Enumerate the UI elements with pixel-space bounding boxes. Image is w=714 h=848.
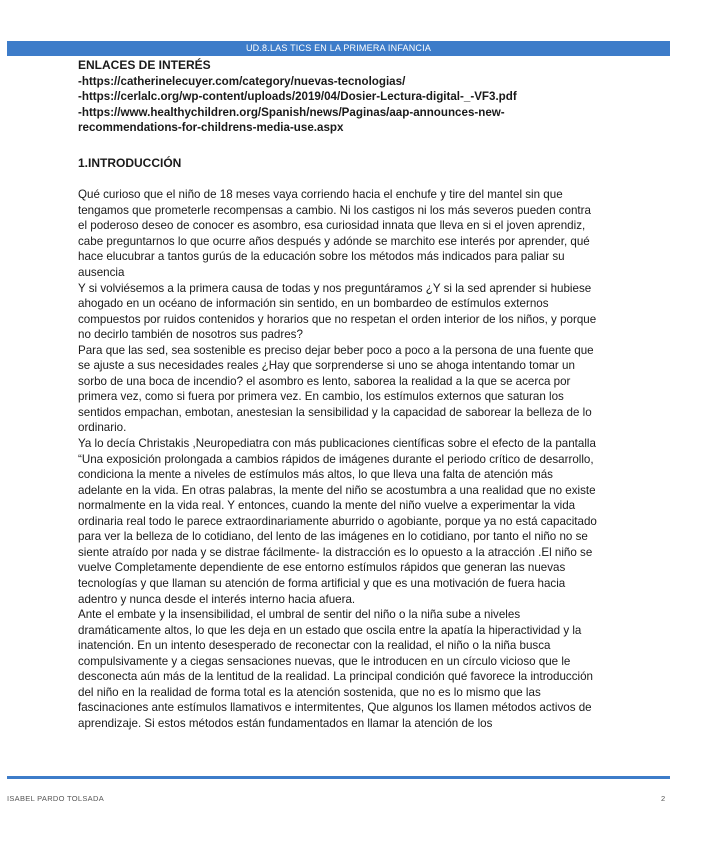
paragraph: Ante el embate y la insensibilidad, el umbral de sentir del niño o la niña sube a niveles dramáticamente altos, lo que les deja en un estado que oscila entre la apatía la hiperactividad y la inatención. En un intento desesperado de reconectar con la realidad, el niño o la niña busca compulsivamente y a ciegas sensaciones nuevas, que le introducen en un círculo vicioso que le desconecta aún más de la lentitud de la realidad. La principal condición qué favorece la introducción del niño en la realidad de forma total es la atención sostenida, que no es lo mismo que las fascinaciones ante estímulos llamativos e intermitentes, Que algunos los llamen métodos activos de aprendizaje. Si estos métodos están fundamentados en llamar la atención de los xyxy=(78,608,593,730)
links-section-title: ENLACES DE INTERÉS xyxy=(78,58,211,72)
link-item[interactable]: -https://www.healthychildren.org/Spanish/news/Paginas/aap-announces-new-recommendations-for-childrens-media-use.aspx xyxy=(78,105,505,135)
page-number: 2 xyxy=(661,794,666,803)
intro-body xyxy=(78,187,598,731)
links-section xyxy=(78,58,598,136)
header-band xyxy=(7,41,670,56)
header-title: UD.8.LAS TICS EN LA PRIMERA INFANCIA xyxy=(245,43,432,53)
paragraph: Ya lo decía Christakis ,Neuropediatra con más publicaciones científicas sobre el efecto de la pantalla “Una exposición prolongada a cambios rápidos de imágenes durante el periodo crítico de desarrollo, condiciona la mente a niveles de estímulos más altos, lo que lleva una falta de atención más adelante en la vida. En otras palabras, la mente del niño se acostumbra a una realidad que no existe normalmente en la vida real. Y entonces, cuando la mente del niño vuelve a experimentar la vida ordinaria real todo le parece extraordinariamente aburrido o agobiante, porque ya no está capacitado para ver la belleza de lo cotidiano, del lento de las imágenes en lo cotidiano, por tanto el niño no se siente atraído por nada y se distrae fácilmente- la distracción es lo opuesto a la atracción .El niño se vuelve Completamente dependiente de ese entorno estímulos rápidos que generan las nuevas tecnologías y que llaman su atención de forma artificial y que es una motivación de fuera hacia adentro y nunca desde el interés interno hacia afuera. xyxy=(78,437,597,606)
document-body xyxy=(78,58,598,731)
section-title-introduction: 1.INTRODUCCIÓN xyxy=(78,155,182,170)
footer-author: ISABEL PARDO TOLSADA xyxy=(7,794,105,803)
link-item[interactable]: -https://catherinelecuyer.com/category/nuevas-tecnologias/ xyxy=(78,74,406,88)
paragraph: Qué curioso que el niño de 18 meses vaya corriendo hacia el enchufe y tire del mantel sin que tengamos que prometerle recompensas a cambio. Ni los castigos ni los más severos pueden contra el poderoso deseo de conocer es asombro, esa curiosidad innata que lleva en si el joven aprendiz, cabe preguntarnos lo que ocurre años después y adónde se marchito ese interés por aprender, qué hace elucubrar a tantos gurús de la educación sobre los métodos más indicados para paliar su ausencia xyxy=(78,188,591,280)
footer-divider xyxy=(7,776,670,779)
link-item[interactable]: -https://cerlalc.org/wp-content/uploads/2019/04/Dosier-Lectura-digital-_-VF3.pdf xyxy=(78,90,517,104)
paragraph: Y si volviésemos a la primera causa de todas y nos preguntáramos ¿Y si la sed aprender si hubiese ahogado en un océano de información sin sentido, en un bombardeo de estímulos externos compuestos por ruidos contenidos y horarios que no respetan el orden interior de los niños, y porque no decirlo también de nosotros sus padres? xyxy=(78,281,597,342)
paragraph: Para que las sed, sea sostenible es preciso dejar beber poco a poco a la persona de una fuente que se ajuste a sus necesidades reales ¿Hay que sorprenderse si uno se ahoga intentando tomar un sorbo de una boca de incendio? el asombro es lento, saborea la realidad a la que se acerca por primera vez, como si fuera por primera vez. En cambio, los estímulos externos que saturan los sentidos empachan, embotan, anestesian la sensibilidad y la capacidad de saborear la belleza de lo ordinario. xyxy=(78,343,594,435)
